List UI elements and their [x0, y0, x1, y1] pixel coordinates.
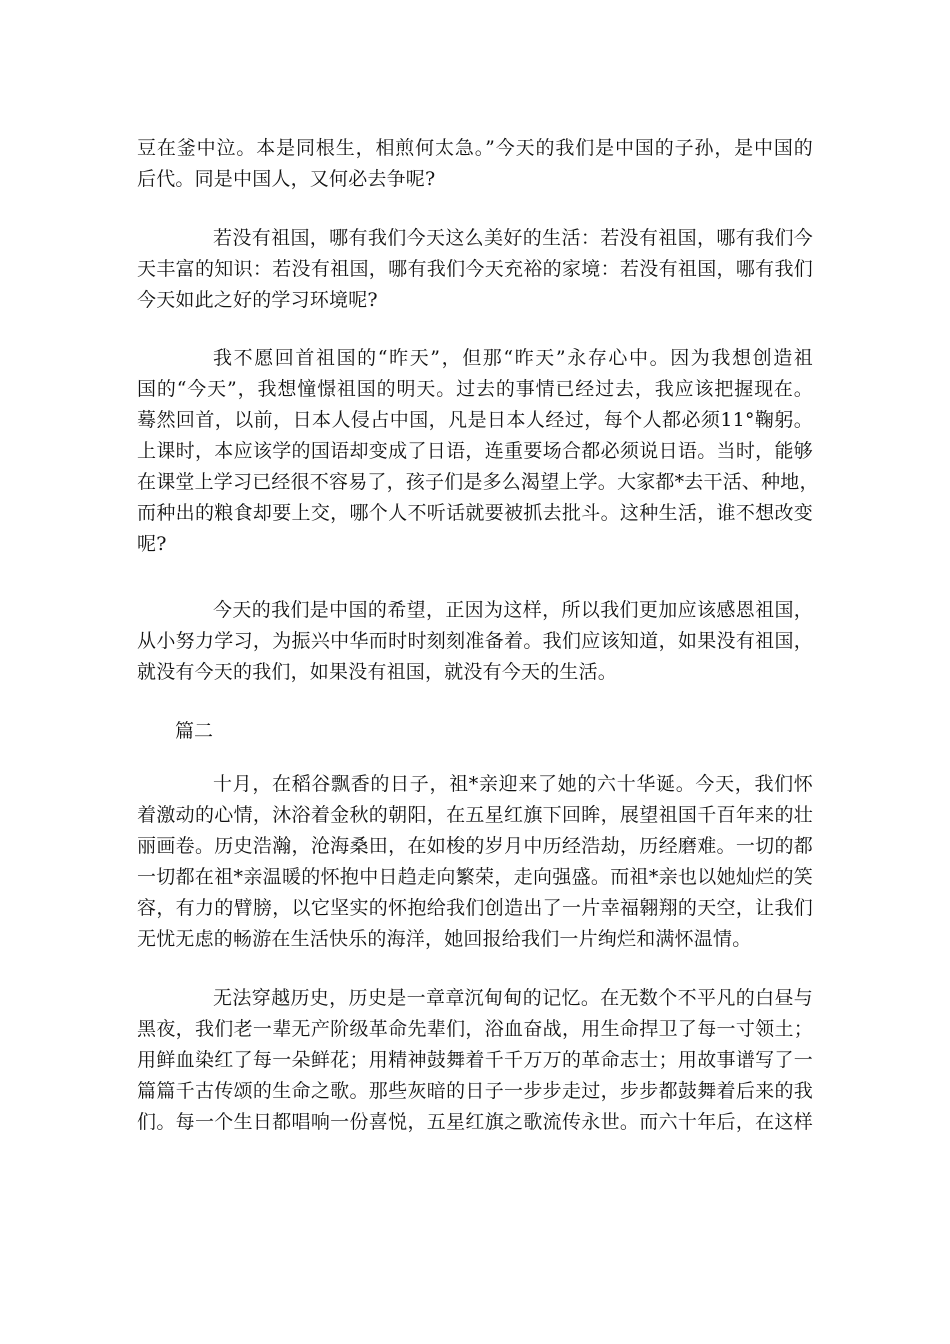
section-heading: 篇二 — [175, 720, 214, 742]
text-line: 呢? — [137, 533, 167, 555]
text-line: 无忧无虑的畅游在生活快乐的海洋，她回报给我们一片绚烂和满怀温情。 — [137, 928, 752, 950]
text-line: 今天的我们是中国的希望，正因为这样，所以我们更加应该感恩祖国， — [213, 599, 813, 621]
text-line: 而种出的粮食却要上交，哪个人不听话就要被抓去批斗。这种生活，谁不想改变 — [137, 502, 813, 524]
text-line: 丽画卷。历史浩瀚，沧海桑田，在如梭的岁月中历经浩劫，历经磨难。一切的都 — [137, 835, 813, 857]
text-line: 着激动的心情，沐浴着金秋的朝阳，在五星红旗下回眸，展望祖国千百年来的壮 — [137, 804, 813, 826]
text-line: 豆在釜中泣。本是同根生，相煎何太急。”今天的我们是中国的子孙，是中国的 — [137, 137, 813, 159]
text-line: 我不愿回首祖国的“昨天”，但那“昨天”永存心中。因为我想创造祖 — [213, 347, 813, 369]
paragraph-6 — [137, 983, 813, 1138]
text-line: 从小努力学习，为振兴中华而时时刻刻准备着。我们应该知道，如果没有祖国， — [137, 630, 813, 652]
text-line: 一切都在祖*亲温暖的怀抱中日趋走向繁荣，走向强盛。而祖*亲也以她灿烂的笑 — [137, 866, 813, 888]
text-line: 十月，在稻谷飘香的日子，祖*亲迎来了她的六十华诞。今天，我们怀 — [213, 773, 813, 795]
text-line: 天丰富的知识：若没有祖国，哪有我们今天充裕的家境：若没有祖国，哪有我们 — [137, 258, 813, 280]
text-line: 蓦然回首，以前，日本人侵占中国，凡是日本人经过，每个人都必须11°鞠躬。 — [137, 409, 813, 431]
paragraph-3 — [137, 343, 819, 560]
paragraph-1 — [137, 133, 813, 195]
text-line: 若没有祖国，哪有我们今天这么美好的生活：若没有祖国，哪有我们今 — [213, 227, 813, 249]
text-line: 无法穿越历史，历史是一章章沉甸甸的记忆。在无数个不平凡的白昼与 — [213, 987, 813, 1009]
paragraph-2 — [137, 223, 813, 316]
text-line: 篇篇千古传颂的生命之歌。那些灰暗的日子一步步走过，步步都鼓舞着后来的我 — [137, 1080, 813, 1102]
text-line: 国的“今天”，我想憧憬祖国的明天。过去的事情已经过去，我应该把握现在。 — [137, 378, 813, 400]
text-line: 黑夜，我们老一辈无产阶级革命先辈们，浴血奋战，用生命捍卫了每一寸领土； — [137, 1018, 813, 1040]
text-line: 就没有今天的我们，如果没有祖国，就没有今天的生活。 — [137, 661, 618, 683]
text-line: 用鲜血染红了每一朵鲜花；用精神鼓舞着千千万万的革命志士；用故事谱写了一 — [137, 1049, 813, 1071]
text-line: 们。每一个生日都唱响一份喜悦，五星红旗之歌流传永世。而六十年后，在这样 — [137, 1111, 813, 1133]
text-line: 在课堂上学习已经很不容易了，孩子们是多么渴望上学。大家都*去干活、种地， — [137, 471, 819, 493]
paragraph-4 — [137, 595, 813, 688]
paragraph-5 — [137, 769, 813, 955]
text-line: 上课时，本应该学的国语却变成了日语，连重要场合都必须说日语。当时，能够 — [137, 440, 813, 462]
text-line: 容，有力的臂膀，以它坚实的怀抱给我们创造出了一片幸福翱翔的天空，让我们 — [137, 897, 813, 919]
text-line: 今天如此之好的学习环境呢? — [137, 289, 378, 311]
text-line: 后代。同是中国人，又何必去争呢? — [137, 168, 436, 190]
